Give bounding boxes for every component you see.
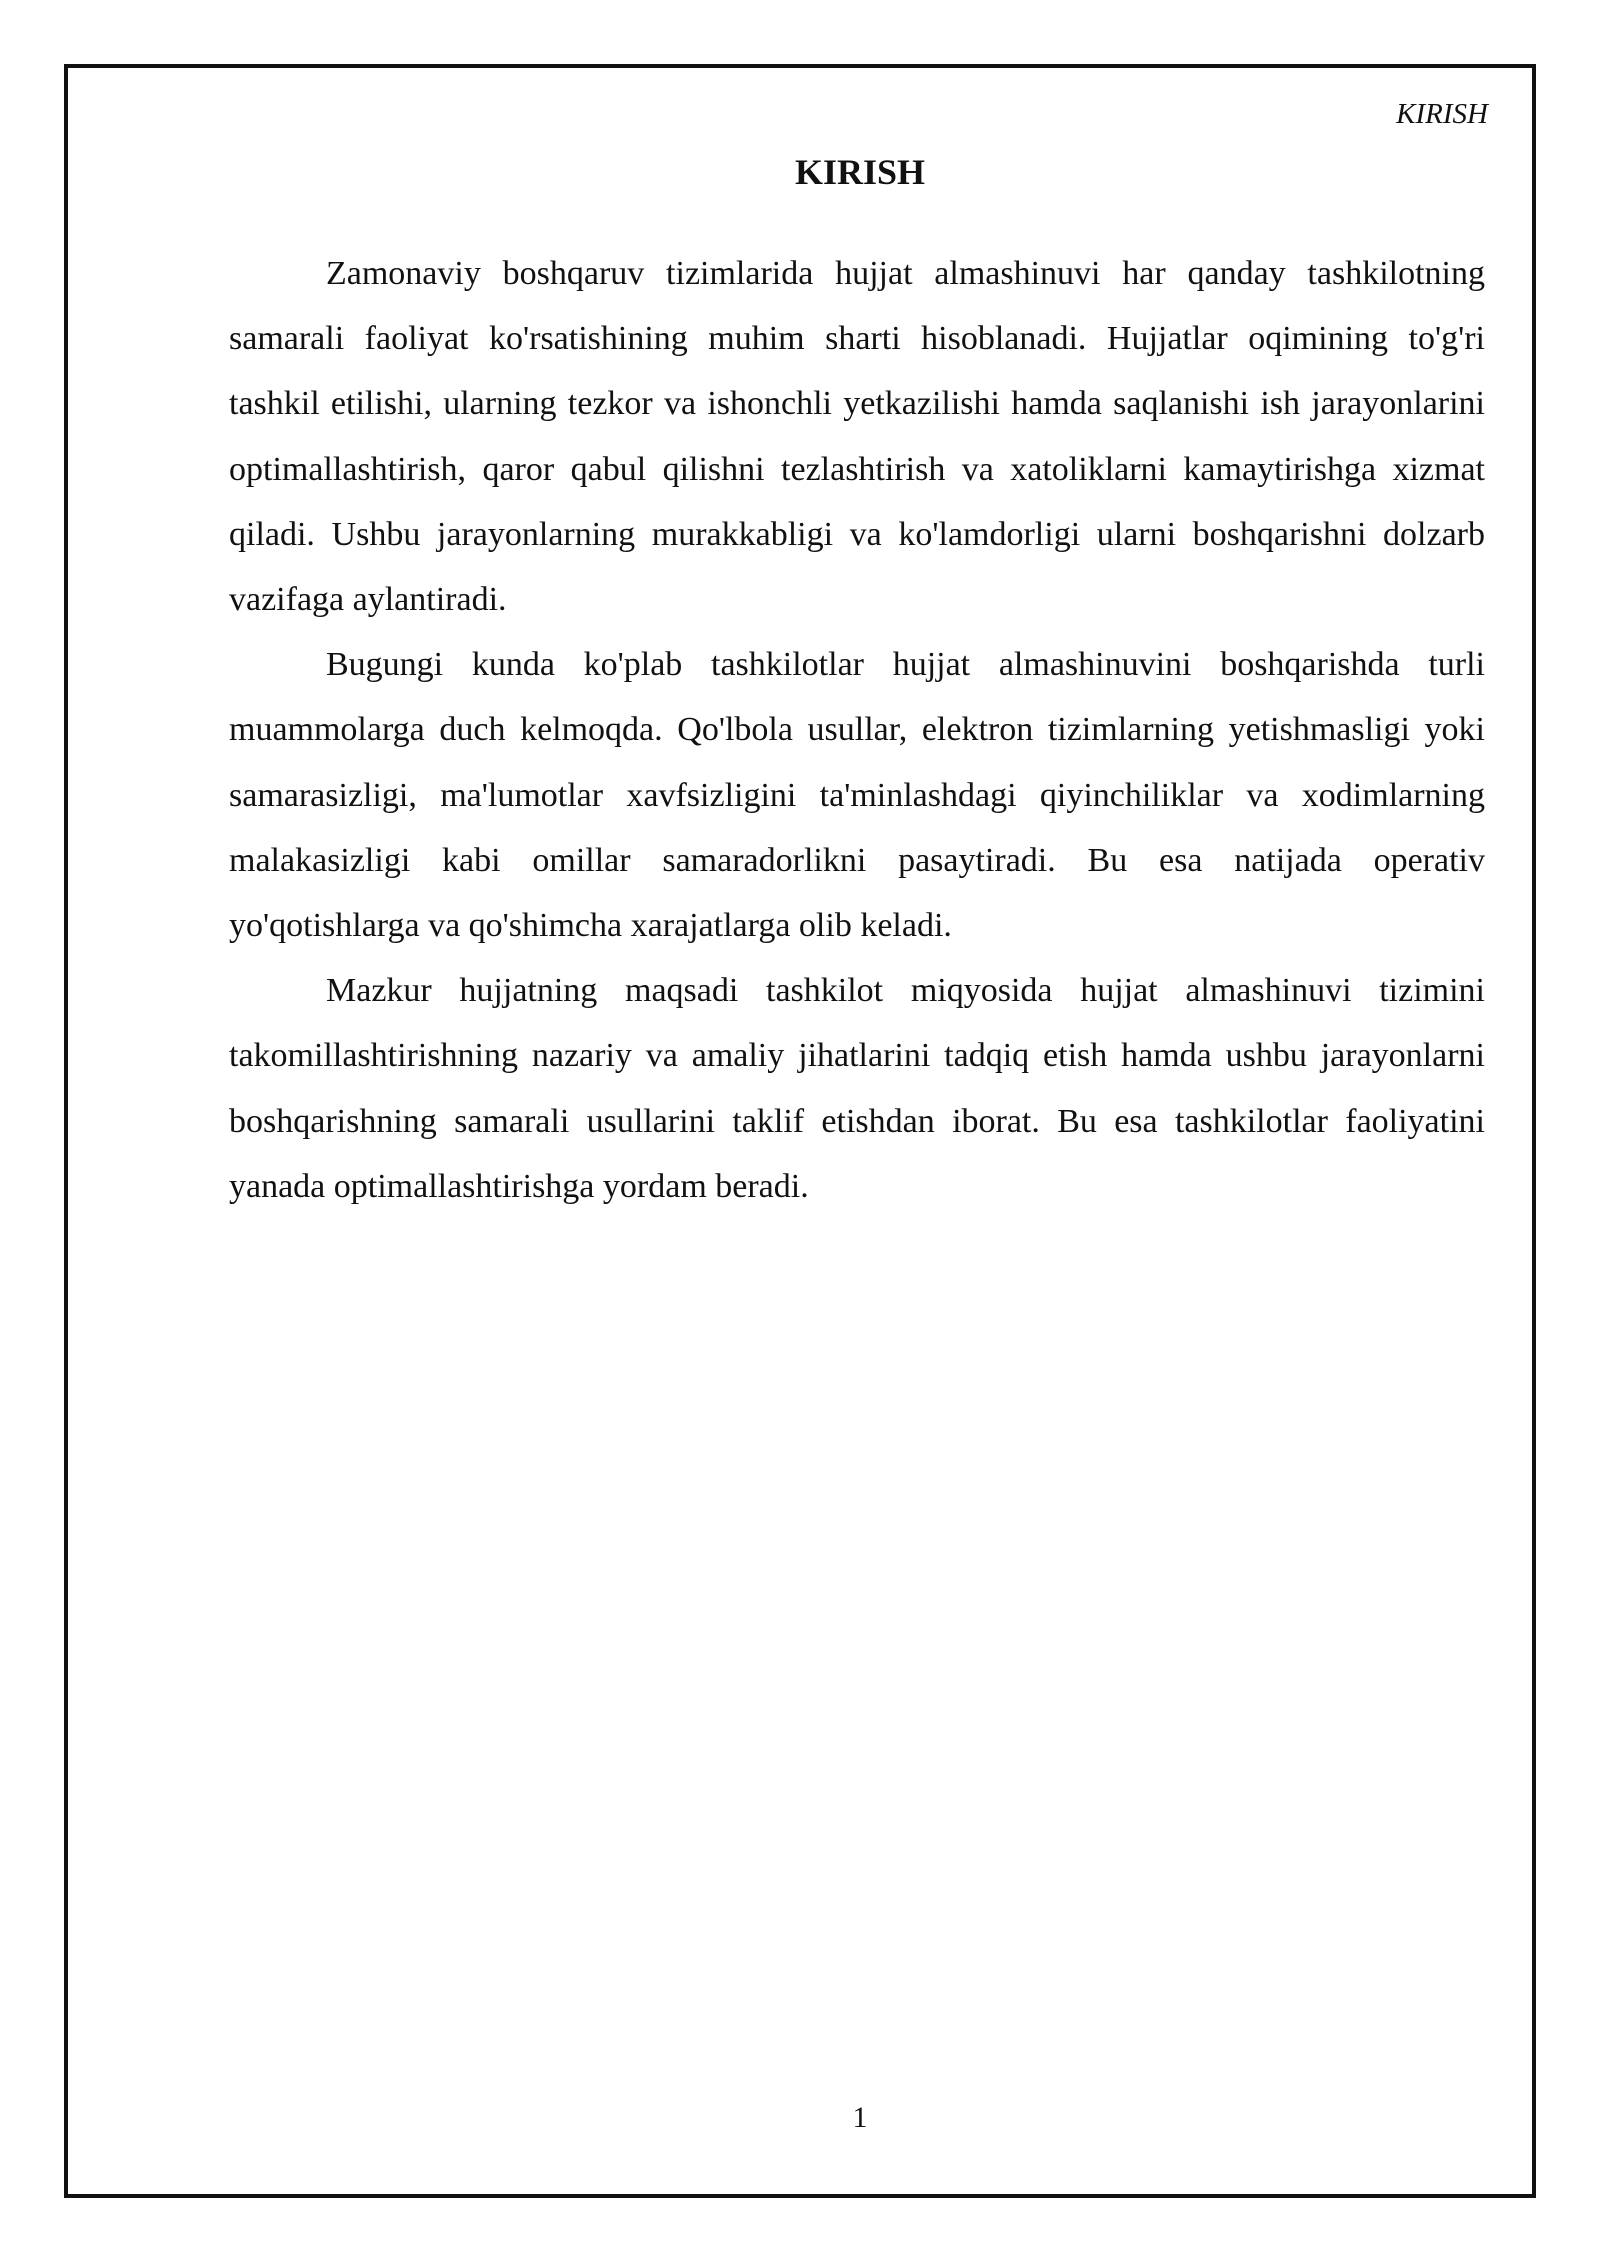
body-text <box>229 241 1485 1219</box>
paragraph-3: Mazkur hujjatning maqsadi tashkilot miqyosida hujjat almashinuvi tizimini takomillashtirishning nazariy va amaliy jihatlarini tadqiq etish hamda ushbu jarayonlarni boshqarishning samarali usullarini taklif etishdan iborat. Bu esa tashkilotlar faoliyatini yanada optimallashtirishga yordam beradi. <box>229 972 1485 1205</box>
page-number: 1 <box>852 2101 868 2134</box>
running-header: KIRISH <box>1396 98 1488 130</box>
page-title: KIRISH <box>794 152 926 192</box>
paragraph-2: Bugungi kunda ko'plab tashkilotlar hujjat almashinuvini boshqarishda turli muammolarga duch kelmoqda. Qo'lbola usullar, elektron tizimlarning yetishmasligi yoki samarasizligi, ma'lumotlar xavfsizligini ta'minlashdagi qiyinchiliklar va xodimlarning malakasizligi kabi omillar samaradorlikni pasaytiradi. Bu esa natijada operativ yo'qotishlarga va qo'shimcha xarajatlarga olib keladi. <box>229 646 1485 945</box>
paragraph-1: Zamonaviy boshqaruv tizimlarida hujjat almashinuvi har qanday tashkilotning samarali faoliyat ko'rsatishining muhim sharti hisoblanadi. Hujjatlar oqimining to'g'ri tashkil etilishi, ularning tezkor va ishonchli yetkazilishi hamda saqlanishi ish jarayonlarini optimallashtirish, qaror qabul qilishni tezlashtirish va xatoliklarni kamaytirishga xizmat qiladi. Ushbu jarayonlarning murakkabligi va ko'lamdorligi ularni boshqarishni dolzarb vazifaga aylantiradi. <box>229 255 1485 619</box>
